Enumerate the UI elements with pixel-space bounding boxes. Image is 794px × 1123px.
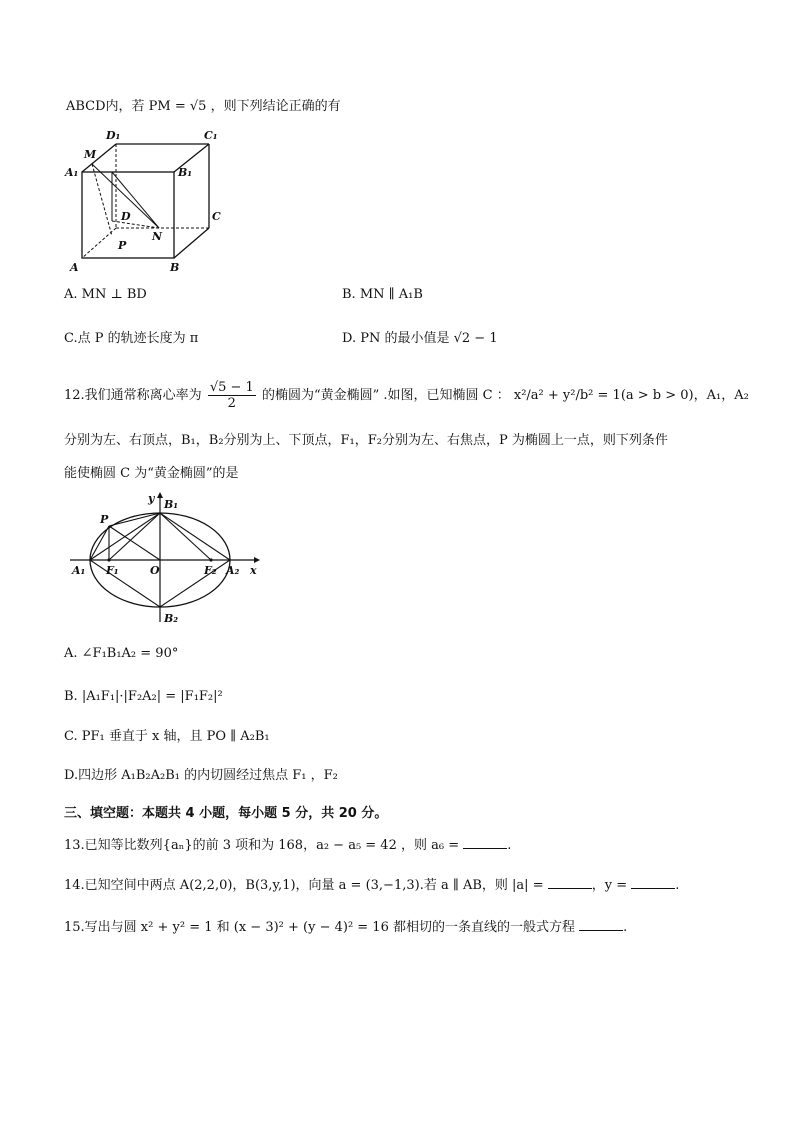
q11-option-b: B. MN ∥ A₁B [342, 287, 423, 302]
cube-edge-cb [174, 228, 209, 258]
q12-option-d: D.四边形 A₁B₂A₂B₁ 的内切圆经过焦点 F₁ ，F₂ [64, 768, 338, 783]
q11-option-a: A. MN ⊥ BD [64, 287, 147, 302]
segment-mp [92, 164, 112, 236]
segment-po [109, 526, 160, 560]
label-b1: B₁ [178, 166, 193, 179]
cube-figure [64, 126, 224, 278]
label-a: A [70, 261, 79, 274]
label-p: P [118, 239, 127, 252]
label-p: P [100, 513, 109, 526]
q12-stem-line1 [64, 380, 749, 411]
section-3-heading: 三、填空题：本题共 4 小题，每小题 5 分，共 20 分。 [64, 806, 388, 821]
q11-option-d: D. PN 的最小值是 √2 − 1 [342, 331, 498, 346]
segment-b1f2 [160, 513, 211, 560]
segment-pn [112, 221, 159, 228]
q14-answer-blank-1[interactable] [548, 876, 592, 889]
q12-prefix: 12.我们通常称离心率为 [64, 388, 202, 403]
q14-end: . [675, 878, 680, 893]
q12-option-c: C. PF₁ 垂直于 x 轴，且 PO ∥ A₂B₁ [64, 729, 270, 744]
q13-answer-blank[interactable] [463, 836, 507, 849]
point-f2 [209, 558, 212, 561]
q12-option-b: B. |A₁F₁|·|F₂A₂| = |F₁F₂|² [64, 689, 223, 704]
q14-text: 14.已知空间中两点 A(2,2,0)，B(3,y,1)，向量 a = (3,−1,3).若 a ∥ AB，则 |a| = [64, 878, 544, 893]
label-c: C [212, 210, 221, 223]
label-c1: C₁ [204, 129, 218, 142]
point-f1 [107, 558, 110, 561]
q13 [64, 836, 511, 855]
q12-frac-den: 2 [227, 396, 236, 411]
q12-ellipse-eq: x²/a² + y²/b² = 1(a > b > 0)，A₁，A₂ [513, 388, 749, 403]
label-o: O [150, 564, 160, 577]
label-b: B [170, 261, 180, 274]
q13-text: 13.已知等比数列{aₙ}的前 3 项和为 168，a₂ − a₅ = 42 ，则 a₆ = [64, 838, 460, 853]
y-axis-arrow [157, 492, 163, 498]
label-y: y [148, 492, 155, 505]
label-f1: F₁ [106, 564, 119, 577]
q14-answer-blank-2[interactable] [631, 876, 675, 889]
segment-a1p [90, 526, 109, 560]
q12-eccentricity-fraction [208, 380, 256, 411]
q12-frac-num: √5 − 1 [209, 380, 254, 395]
label-b1: B₁ [164, 498, 179, 511]
label-f2: F₂ [204, 564, 217, 577]
label-d: D [121, 210, 131, 223]
label-b2: B₂ [164, 612, 179, 625]
label-a2: A₂ [226, 564, 240, 577]
label-n: N [152, 230, 163, 243]
q15-end: . [623, 920, 628, 935]
label-a1: A₁ [65, 166, 79, 179]
q12-stem-line2: 分别为左、右顶点，B₁，B₂分别为上、下顶点，F₁，F₂分别为左、右焦点，P 为椭圆上一点，则下列条件 [64, 433, 668, 448]
q15-answer-blank[interactable] [579, 918, 623, 931]
q12-stem-line3: 能使椭圆 C 为“黄金椭圆”的是 [64, 466, 239, 481]
label-x: x [250, 564, 257, 577]
x-axis-arrow [254, 557, 260, 563]
q15 [64, 918, 627, 937]
segment-diag [112, 172, 159, 228]
q13-end: . [507, 838, 512, 853]
label-a1: A₁ [72, 564, 86, 577]
q12-option-a: A. ∠F₁B₁A₂ = 90° [64, 646, 179, 661]
q11-stem-tail: ABCD内，若 PM = √5 ，则下列结论正确的有 [66, 99, 341, 114]
q11-option-c: C.点 P 的轨迹长度为 π [64, 331, 199, 346]
q15-text: 15.写出与圆 x² + y² = 1 和 (x − 3)² + (y − 4)² = 16 都相切的一条直线的一般式方程 [64, 920, 575, 935]
ellipse-figure [64, 490, 264, 630]
label-d1: D₁ [106, 129, 121, 142]
label-m: M [84, 148, 97, 161]
q14-mid: ，y = [591, 878, 628, 893]
q12-mid: 的椭圆为“黄金椭圆” .如图，已知椭圆 C ： [261, 388, 510, 403]
q14 [64, 876, 679, 895]
